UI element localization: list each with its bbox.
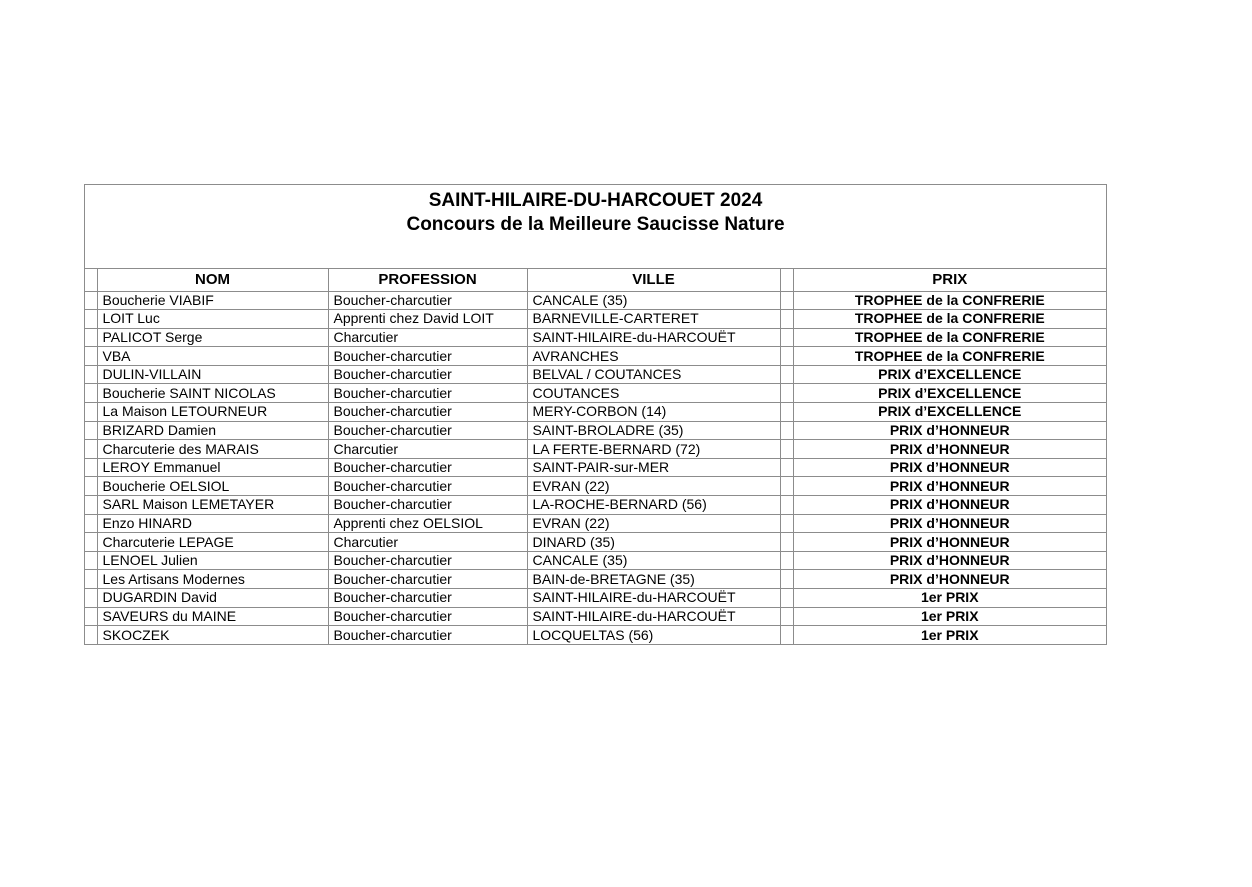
document-subtitle: Concours de la Meilleure Saucisse Nature: [406, 214, 785, 235]
table-row: [85, 477, 1106, 496]
cell-prix: PRIX d’HONNEUR: [793, 421, 1106, 440]
cell-prix: TROPHEE de la CONFRERIE: [793, 310, 1106, 329]
header-prix: PRIX: [793, 269, 1106, 291]
cell-ville: EVRAN (22): [527, 477, 780, 496]
spacer-cell: [780, 477, 793, 496]
cell-ville: LA FERTE-BERNARD (72): [527, 440, 780, 459]
cell-prix: PRIX d’HONNEUR: [793, 551, 1106, 570]
table-row: [85, 347, 1106, 366]
spacer-cell: [85, 514, 97, 533]
table-body: [85, 291, 1106, 644]
table-row: [85, 551, 1106, 570]
spacer-cell: [85, 477, 97, 496]
spacer-cell: [85, 310, 97, 329]
cell-nom: Boucherie VIABIF: [97, 291, 328, 310]
cell-prix: 1er PRIX: [793, 626, 1106, 645]
spacer-cell: [780, 403, 793, 422]
cell-prix: TROPHEE de la CONFRERIE: [793, 291, 1106, 310]
table-row: [85, 421, 1106, 440]
cell-nom: SAVEURS du MAINE: [97, 607, 328, 626]
cell-nom: SKOCZEK: [97, 626, 328, 645]
table-row: [85, 607, 1106, 626]
cell-prix: PRIX d’EXCELLENCE: [793, 403, 1106, 422]
cell-ville: LA-ROCHE-BERNARD (56): [527, 496, 780, 515]
spacer-cell: [780, 421, 793, 440]
cell-prix: PRIX d’HONNEUR: [793, 496, 1106, 515]
spacer-cell: [780, 533, 793, 552]
spacer-cell: [780, 440, 793, 459]
table-row: [85, 384, 1106, 403]
cell-prix: TROPHEE de la CONFRERIE: [793, 328, 1106, 347]
cell-nom: LENOEL Julien: [97, 551, 328, 570]
cell-nom: Charcuterie LEPAGE: [97, 533, 328, 552]
spacer-cell: [780, 551, 793, 570]
cell-ville: BARNEVILLE-CARTERET: [527, 310, 780, 329]
table-row: [85, 496, 1106, 515]
cell-prix: PRIX d’EXCELLENCE: [793, 384, 1106, 403]
table-row: [85, 514, 1106, 533]
cell-prix: PRIX d’HONNEUR: [793, 570, 1106, 589]
spacer-cell: [85, 496, 97, 515]
cell-nom: Boucherie OELSIOL: [97, 477, 328, 496]
cell-ville: COUTANCES: [527, 384, 780, 403]
spacer-cell: [85, 626, 97, 645]
cell-profession: Boucher-charcutier: [328, 365, 527, 384]
cell-prix: PRIX d’EXCELLENCE: [793, 365, 1106, 384]
spacer-cell: [780, 365, 793, 384]
spacer-cell: [85, 365, 97, 384]
spacer-cell: [780, 458, 793, 477]
header-nom: NOM: [97, 269, 328, 291]
spacer-cell: [85, 291, 97, 310]
header-row: [85, 269, 1106, 291]
cell-prix: PRIX d’HONNEUR: [793, 440, 1106, 459]
cell-profession: Charcutier: [328, 328, 527, 347]
cell-profession: Boucher-charcutier: [328, 458, 527, 477]
table-row: [85, 440, 1106, 459]
cell-profession: Boucher-charcutier: [328, 626, 527, 645]
cell-ville: SAINT-HILAIRE-du-HARCOUËT: [527, 607, 780, 626]
cell-nom: LEROY Emmanuel: [97, 458, 328, 477]
cell-nom: PALICOT Serge: [97, 328, 328, 347]
cell-profession: Charcutier: [328, 533, 527, 552]
cell-ville: SAINT-BROLADRE (35): [527, 421, 780, 440]
cell-profession: Boucher-charcutier: [328, 421, 527, 440]
cell-ville: EVRAN (22): [527, 514, 780, 533]
cell-profession: Boucher-charcutier: [328, 496, 527, 515]
spacer-cell: [85, 440, 97, 459]
cell-profession: Apprenti chez David LOIT: [328, 310, 527, 329]
cell-ville: DINARD (35): [527, 533, 780, 552]
spacer-cell: [780, 607, 793, 626]
spacer-cell: [780, 347, 793, 366]
spacer-cell: [85, 533, 97, 552]
cell-prix: 1er PRIX: [793, 607, 1106, 626]
cell-nom: BRIZARD Damien: [97, 421, 328, 440]
table-row: [85, 626, 1106, 645]
table-row: [85, 291, 1106, 310]
spacer-cell: [85, 347, 97, 366]
cell-prix: 1er PRIX: [793, 589, 1106, 608]
cell-nom: Boucherie SAINT NICOLAS: [97, 384, 328, 403]
cell-nom: La Maison LETOURNEUR: [97, 403, 328, 422]
cell-profession: Boucher-charcutier: [328, 551, 527, 570]
spacer-cell: [780, 626, 793, 645]
cell-profession: Boucher-charcutier: [328, 477, 527, 496]
spacer-cell: [85, 570, 97, 589]
cell-prix: PRIX d’HONNEUR: [793, 533, 1106, 552]
spacer-cell: [85, 607, 97, 626]
spacer-cell: [780, 384, 793, 403]
table-row: [85, 328, 1106, 347]
spacer-cell: [780, 570, 793, 589]
table-row: [85, 310, 1106, 329]
spacer-cell: [780, 589, 793, 608]
cell-nom: Charcuterie des MARAIS: [97, 440, 328, 459]
cell-profession: Boucher-charcutier: [328, 384, 527, 403]
cell-ville: BELVAL / COUTANCES: [527, 365, 780, 384]
cell-nom: SARL Maison LEMETAYER: [97, 496, 328, 515]
cell-profession: Apprenti chez OELSIOL: [328, 514, 527, 533]
cell-profession: Boucher-charcutier: [328, 403, 527, 422]
spacer-cell: [85, 589, 97, 608]
spacer-cell: [85, 403, 97, 422]
results-table: [85, 269, 1106, 644]
table-row: [85, 570, 1106, 589]
cell-profession: Boucher-charcutier: [328, 607, 527, 626]
cell-ville: LOCQUELTAS (56): [527, 626, 780, 645]
cell-profession: Boucher-charcutier: [328, 347, 527, 366]
spacer-cell: [780, 328, 793, 347]
cell-profession: Charcutier: [328, 440, 527, 459]
table-row: [85, 403, 1106, 422]
cell-prix: PRIX d’HONNEUR: [793, 458, 1106, 477]
header-ville: VILLE: [527, 269, 780, 291]
cell-profession: Boucher-charcutier: [328, 570, 527, 589]
cell-ville: AVRANCHES: [527, 347, 780, 366]
table-row: [85, 458, 1106, 477]
cell-nom: Les Artisans Modernes: [97, 570, 328, 589]
cell-nom: DULIN-VILLAIN: [97, 365, 328, 384]
cell-profession: Boucher-charcutier: [328, 291, 527, 310]
cell-ville: SAINT-HILAIRE-du-HARCOUËT: [527, 328, 780, 347]
cell-ville: SAINT-HILAIRE-du-HARCOUËT: [527, 589, 780, 608]
spacer-cell: [85, 269, 97, 291]
results-sheet: [84, 184, 1107, 645]
cell-nom: VBA: [97, 347, 328, 366]
spacer-cell: [780, 514, 793, 533]
cell-ville: CANCALE (35): [527, 291, 780, 310]
spacer-cell: [85, 384, 97, 403]
document-title: SAINT-HILAIRE-DU-HARCOUET 2024: [428, 190, 763, 211]
cell-profession: Boucher-charcutier: [328, 589, 527, 608]
table-row: [85, 589, 1106, 608]
cell-ville: CANCALE (35): [527, 551, 780, 570]
cell-nom: DUGARDIN David: [97, 589, 328, 608]
spacer-cell: [85, 551, 97, 570]
spacer-cell: [85, 328, 97, 347]
cell-ville: SAINT-PAIR-sur-MER: [527, 458, 780, 477]
cell-ville: MERY-CORBON (14): [527, 403, 780, 422]
table-row: [85, 365, 1106, 384]
cell-nom: LOIT Luc: [97, 310, 328, 329]
header-profession: PROFESSION: [328, 269, 527, 291]
cell-prix: PRIX d’HONNEUR: [793, 477, 1106, 496]
spacer-cell: [780, 496, 793, 515]
spacer-cell: [780, 269, 793, 291]
cell-ville: BAIN-de-BRETAGNE (35): [527, 570, 780, 589]
cell-prix: PRIX d’HONNEUR: [793, 514, 1106, 533]
cell-prix: TROPHEE de la CONFRERIE: [793, 347, 1106, 366]
title-block: [85, 185, 1106, 269]
table-row: [85, 533, 1106, 552]
spacer-cell: [85, 458, 97, 477]
spacer-cell: [780, 291, 793, 310]
spacer-cell: [780, 310, 793, 329]
cell-nom: Enzo HINARD: [97, 514, 328, 533]
spacer-cell: [85, 421, 97, 440]
